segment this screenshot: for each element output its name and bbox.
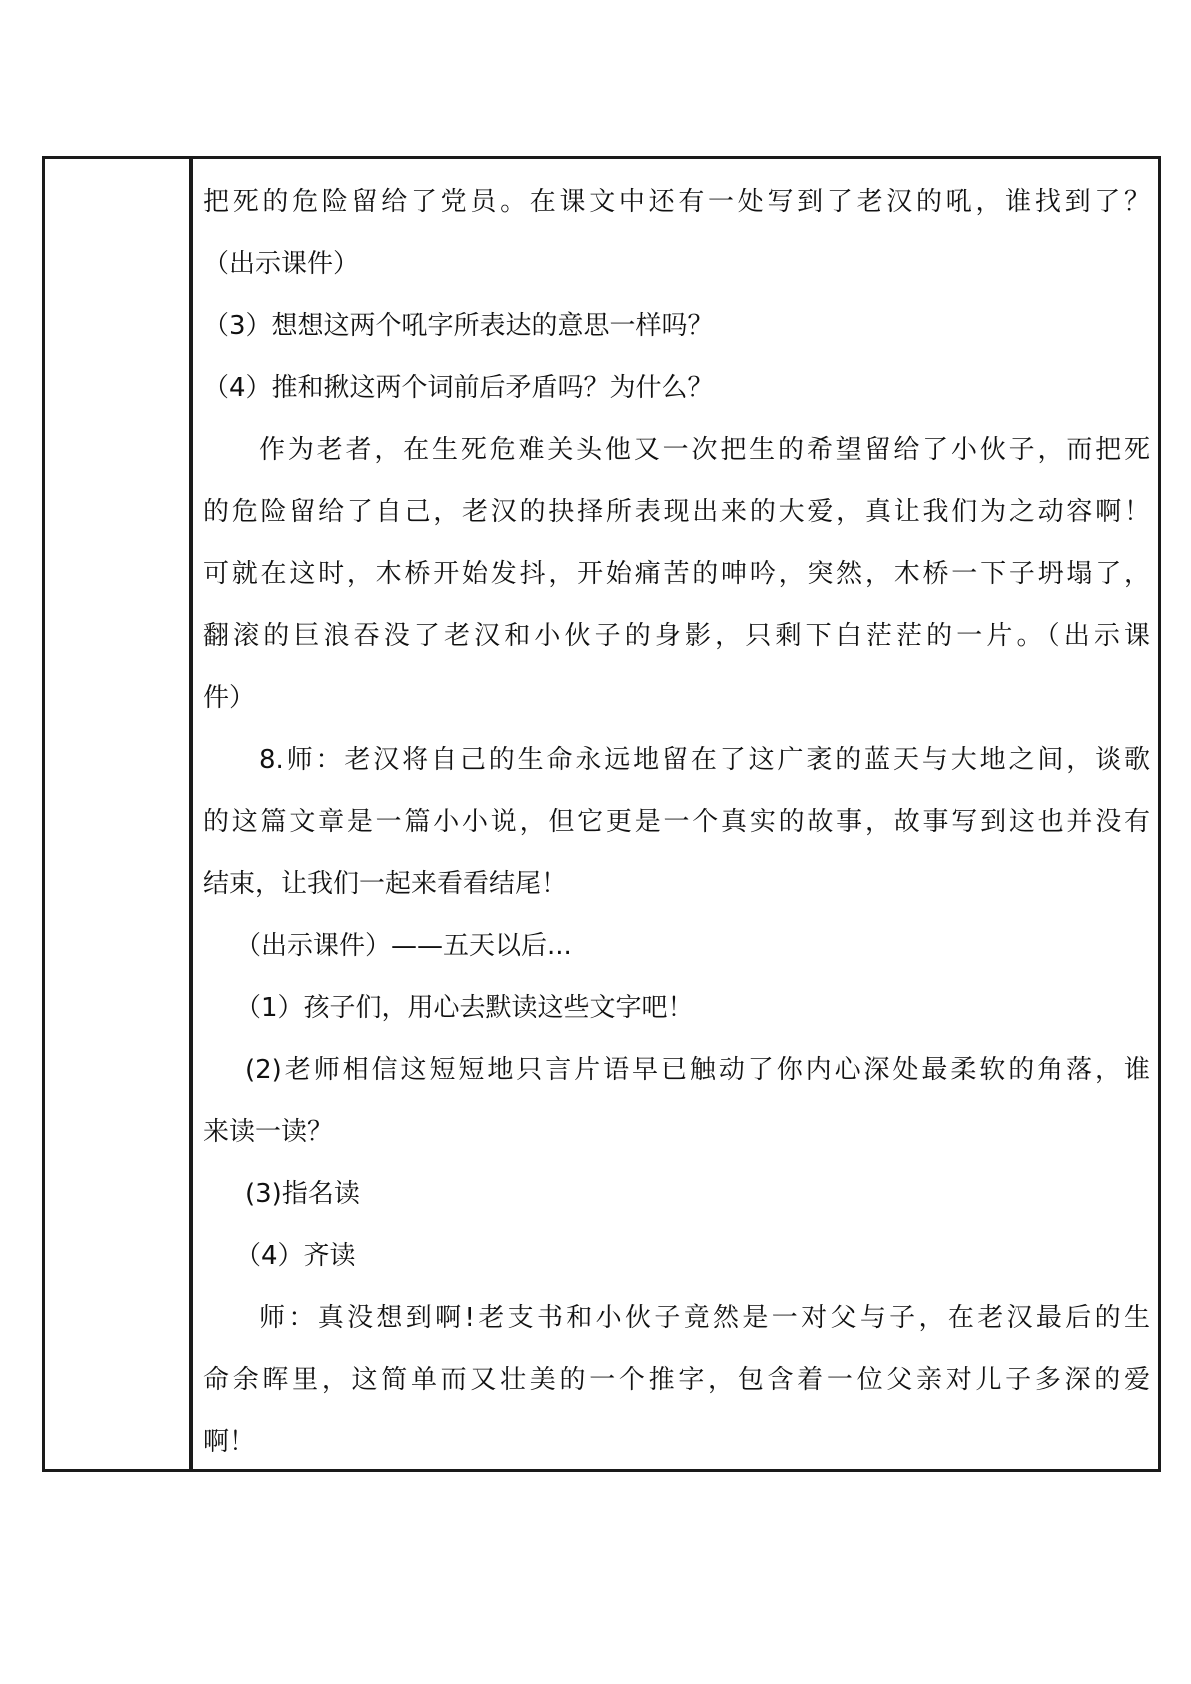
text-line: （出示课件）——五天以后... — [235, 931, 572, 961]
text-line: 的这篇文章是一篇小小说，但它更是一个真实的故事，故事写到这也并没有 — [203, 807, 1150, 837]
text-line: （4）推和揪这两个词前后矛盾吗？为什么？ — [203, 373, 714, 403]
text-line: （3）想想这两个吼字所表达的意思一样吗？ — [203, 311, 714, 341]
text-line: （出示课件） — [203, 249, 360, 279]
text-line: 师：真没想到啊!老支书和小伙子竟然是一对父与子，在老汉最后的生 — [259, 1303, 1150, 1333]
text-line: 啊！ — [203, 1427, 256, 1457]
text-line: （4）齐读 — [235, 1241, 356, 1271]
text-line: 作为老者，在生死危难关头他又一次把生的希望留给了小伙子，而把死 — [259, 435, 1150, 465]
text-line: 翻滚的巨浪吞没了老汉和小伙子的身影，只剩下白茫茫的一片。（出示课 — [203, 621, 1150, 651]
text-line: 的危险留给了自己，老汉的抉择所表现出来的大爱，真让我们为之动容啊！ — [203, 497, 1150, 527]
text-line: 命余晖里，这简单而又壮美的一个推字，包含着一位父亲对儿子多深的爱 — [203, 1365, 1150, 1395]
text-line: （1）孩子们，用心去默读这些文字吧！ — [235, 993, 694, 1023]
text-line: 8.师：老汉将自己的生命永远地留在了这广袤的蓝天与大地之间，谈歌 — [259, 745, 1150, 775]
text-line: (3)指名读 — [245, 1179, 360, 1209]
text-line: 件） — [203, 683, 256, 713]
text-line: 可就在这时，木桥开始发抖，开始痛苦的呻吟，突然，木桥一下子坍塌了， — [203, 559, 1150, 589]
text-line: 来读一读？ — [203, 1117, 334, 1147]
lesson-plan-table — [42, 156, 1161, 1472]
text-line: 结束，让我们一起来看看结尾！ — [203, 869, 568, 899]
text-line: 把死的危险留给了党员。在课文中还有一处写到了老汉的吼，谁找到了？ — [203, 187, 1150, 217]
table-content-column — [193, 159, 1158, 1469]
table-left-column — [45, 159, 193, 1469]
text-line: (2)老师相信这短短地只言片语早已触动了你内心深处最柔软的角落，谁 — [245, 1055, 1150, 1085]
